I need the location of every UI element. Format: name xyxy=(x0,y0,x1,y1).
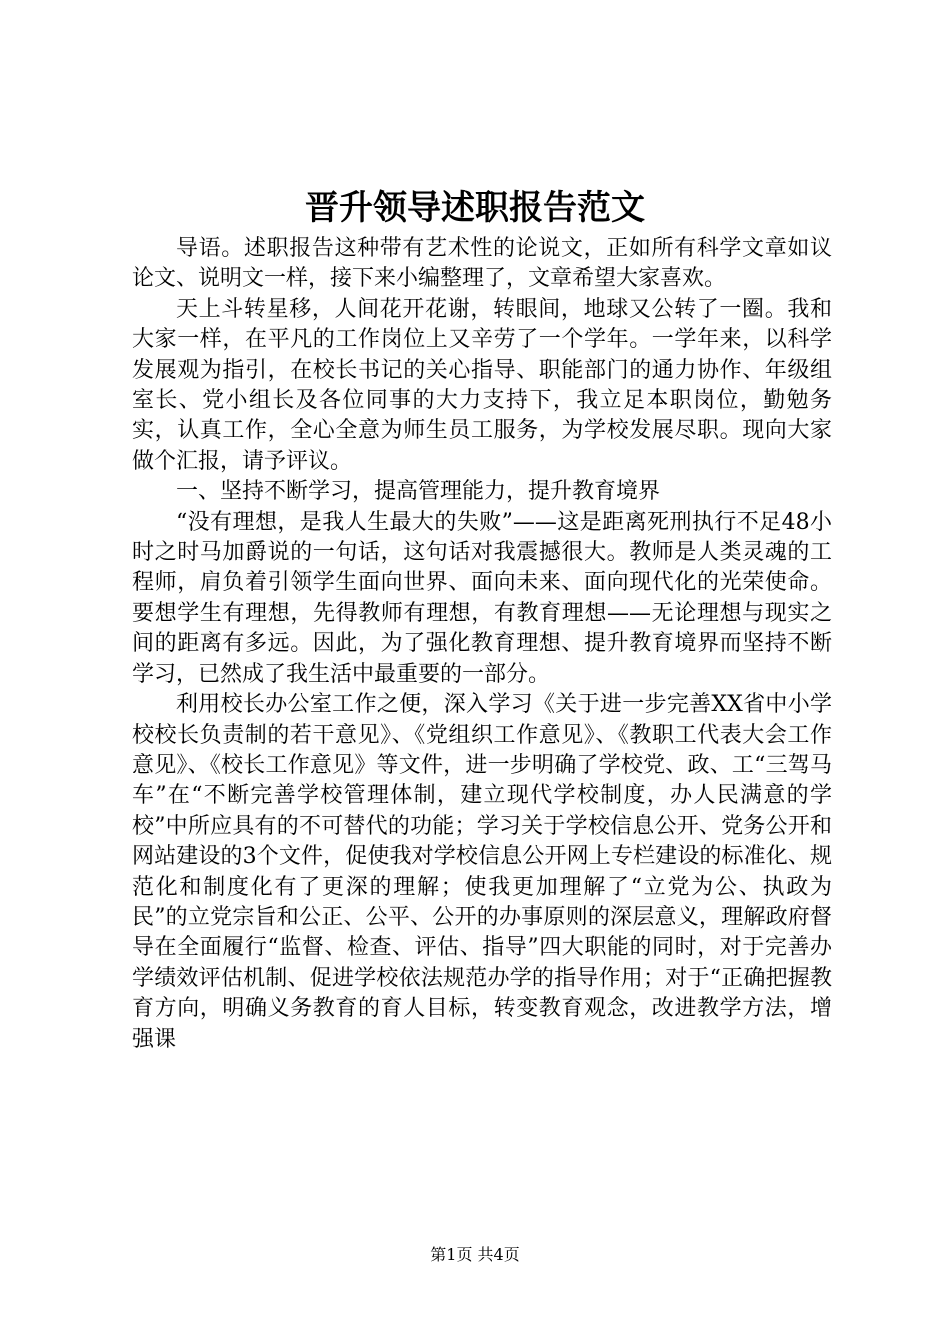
paragraph-opening: 天上斗转星移，人间花开花谢，转眼间，地球又公转了一圈。我和大家一样，在平凡的工作岗位上又辛劳了一个学年。一学年来，以科学发展观为指引，在校长书记的关心指导、职能部门的通力协作、年级组室长、党小组长及各位同事的大力支持下，我立足本职岗位，勤勉务实，认真工作，全心全意为师生员工服务，为学校发展尽职。现向大家做个汇报，请予评议。 xyxy=(132,296,832,474)
document-body xyxy=(132,234,832,1055)
section-heading-1: 一、坚持不断学习，提高管理能力，提升教育境界 xyxy=(176,479,661,505)
page-footer: 第1页 共4页 xyxy=(430,1245,520,1264)
paragraph-intro: 导语。述职报告这种带有艺术性的论说文，正如所有科学文章如议论文、说明文一样，接下来小编整理了，文章希望大家喜欢。 xyxy=(132,236,832,292)
document-title: 晋升领导述职报告范文 xyxy=(305,188,645,228)
paragraph-ideal: “没有理想，是我人生最大的失败”——这是距离死刑执行不足48小时之时马加爵说的一句话，这句话对我震撼很大。教师是人类灵魂的工程师，肩负着引领学生面向世界、面向未来、面向现代化的光荣使命。要想学生有理想，先得教师有理想，有教育理想——无论理想与现实之间的距离有多远。因此，为了强化教育理想、提升教育境界而坚持不断学习，已然成了我生活中最重要的一部分。 xyxy=(132,509,832,687)
paragraph-study: 利用校长办公室工作之便，深入学习《关于进一步完善XX省中小学校校长负责制的若干意见》、《党组织工作意见》、《教职工代表大会工作意见》、《校长工作意见》等文件，进一步明确了学校党、政、工“三驾马车”在“不断完善学校管理体制，建立现代学校制度，办人民满意的学校”中所应具有的不可替代的功能；学习关于学校信息公开、党务公开和网站建设的3个文件，促使我对学校信息公开网上专栏建设的标准化、规范化和制度化有了更深的理解；使我更加理解了“立党为公、执政为民”的立党宗旨和公正、公平、公开的办事原则的深层意义，理解政府督导在全面履行“监督、检查、评估、指导”四大职能的同时，对于完善办学绩效评估机制、促进学校依法规范办学的指导作用；对于“正确把握教育方向，明确义务教育的育人目标，转变教育观念，改进教学方法，增强课 xyxy=(132,692,832,1052)
